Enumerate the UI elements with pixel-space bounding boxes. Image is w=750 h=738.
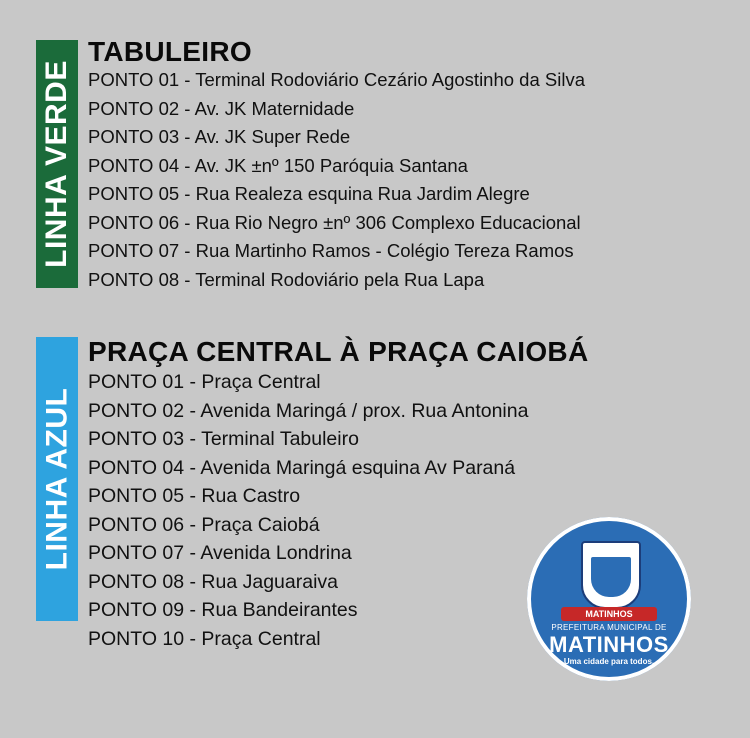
list-item: PONTO 05 - Rua Realeza esquina Rua Jardim Alegre [88,183,530,204]
list-item: PONTO 10 - Praça Central [88,627,321,650]
list-item: PONTO 06 - Praça Caiobá [88,513,320,536]
list-item: PONTO 08 - Terminal Rodoviário pela Rua Lapa [88,268,485,290]
list-item: PONTO 03 - Av. JK Super Rede [88,126,351,147]
linha-verde-bar [36,40,78,288]
list-item: PONTO 08 - Rua Jaguaraiva [88,570,339,593]
logo-city-name: MATINHOS [549,632,669,657]
linha-azul-bar [36,337,78,621]
list-item: PONTO 02 - Avenida Maringá / prox. Rua Antonina [88,399,529,422]
linha-azul-stop-list [88,368,528,653]
list-item: PONTO 01 - Terminal Rodoviário Cezário Agostinho da Silva [88,69,585,90]
list-item: PONTO 01 - Praça Central [88,371,321,393]
prefeitura-logo [527,517,691,681]
linha-azul-title: PRAÇA CENTRAL À PRAÇA CAIOBÁ [88,336,589,367]
list-item: PONTO 05 - Rua Castro [88,485,301,507]
list-item: PONTO 03 - Terminal Tabuleiro [88,428,359,450]
linha-azul-label: LINHA AZUL [40,387,73,571]
logo-banner: MATINHOS [561,607,657,621]
list-item: PONTO 07 - Avenida Londrina [88,542,352,564]
list-item: PONTO 07 - Rua Martinho Ramos - Colégio Tereza Ramos [88,240,574,261]
list-item: PONTO 09 - Rua Bandeirantes [88,599,358,621]
logo-prefeitura-text: PREFEITURA MUNICIPAL DE [551,623,667,632]
list-item: PONTO 04 - Avenida Maringá esquina Av Paraná [88,456,516,479]
linha-verde-title: TABULEIRO [88,36,252,67]
list-item: PONTO 04 - Av. JK ±nº 150 Paróquia Santana [88,154,468,176]
list-item: PONTO 06 - Rua Rio Negro ±nº 306 Complexo Educacional [88,211,581,233]
logo-slogan: Uma cidade para todos. [563,657,655,666]
coat-of-arms-icon [581,541,641,609]
list-item: PONTO 02 - Av. JK Maternidade [88,97,355,119]
linha-verde-label: LINHA VERDE [40,60,73,268]
linha-verde-stop-list [88,66,585,294]
